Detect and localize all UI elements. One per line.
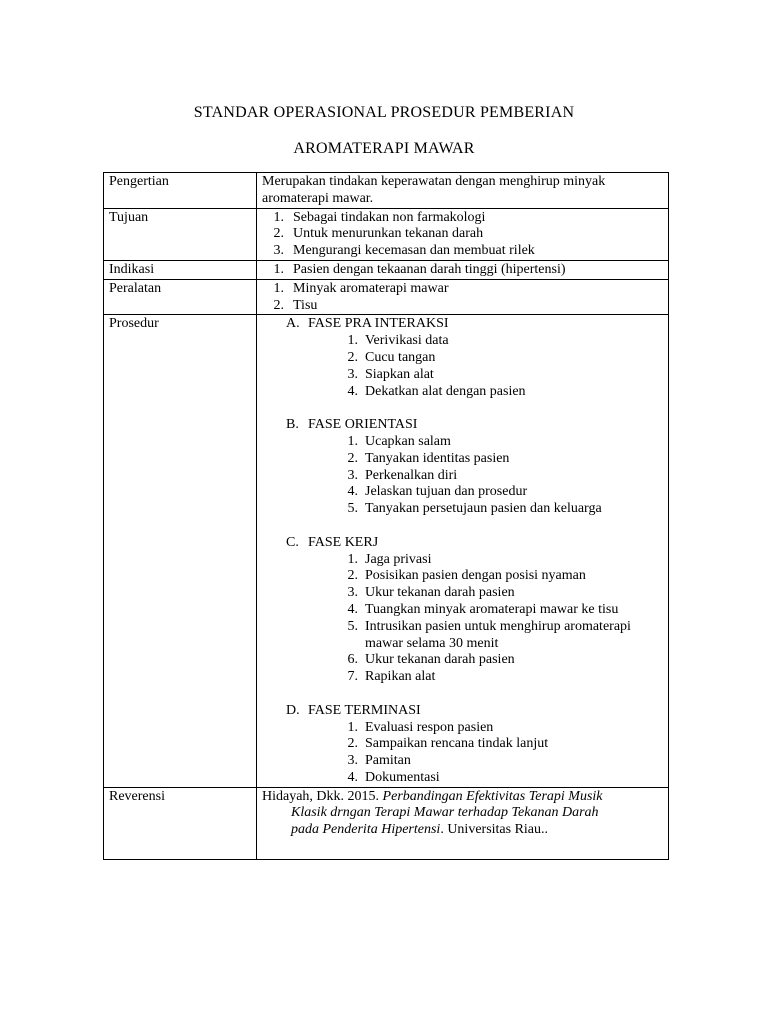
list-item: 7. Rapikan alat — [347, 669, 436, 685]
reference-line2: Klasik drngan Terapi Mawar terhadap Tekanan Darah — [291, 805, 599, 821]
row-tujuan — [104, 208, 669, 260]
list-item: 2. Sampaikan rencana tindak lanjut — [347, 736, 549, 752]
peralatan-list — [262, 281, 664, 315]
document-title-line2: AROMATERAPI MAWAR — [293, 140, 475, 157]
phase-heading: C. FASE KERJ — [286, 534, 379, 550]
phase-d — [286, 703, 664, 787]
row-pengertian — [104, 173, 669, 209]
list-item: 1. Evaluasi respon pasien — [347, 719, 494, 735]
list-item: 4. Dekatkan alat dengan pasien — [347, 383, 526, 399]
content-prosedur — [257, 315, 669, 787]
list-item: 4. Jelaskan tujuan dan prosedur — [347, 484, 528, 500]
label-prosedur: Prosedur — [104, 315, 257, 787]
phase-steps — [314, 720, 664, 787]
content-pengertian — [257, 173, 669, 209]
row-indikasi — [104, 260, 669, 279]
list-item: 3. Ukur tekanan darah pasien — [347, 585, 515, 601]
phase-heading: D. FASE TERMINASI — [286, 702, 421, 718]
list-item: 2. Cucu tangan — [347, 349, 436, 365]
list-item: 1. Minyak aromaterapi mawar — [273, 280, 449, 296]
label-tujuan: Tujuan — [104, 208, 257, 260]
phase-steps — [314, 333, 664, 400]
phase-heading: B. FASE ORIENTASI — [286, 417, 418, 433]
label-indikasi: Indikasi — [104, 260, 257, 279]
row-reverensi — [104, 787, 669, 859]
row-peralatan — [104, 279, 669, 315]
list-item: 1. Pasien dengan tekaanan darah tinggi (hipertensi) — [273, 261, 566, 277]
phase-steps — [314, 434, 664, 518]
content-peralatan — [257, 279, 669, 315]
reference-line3: pada Penderita Hipertensi. Universitas Riau.. — [291, 822, 549, 838]
list-item: 2. Tanyakan identitas pasien — [347, 450, 510, 466]
list-item: 4. Dokumentasi — [347, 769, 440, 785]
list-item: 2. Posisikan pasien dengan posisi nyaman — [347, 568, 586, 584]
phase-steps — [314, 552, 664, 686]
list-item: 5. Intrusikan pasien untuk menghirup aromaterapi mawar selama 30 menit — [347, 618, 631, 651]
label-peralatan: Peralatan — [104, 279, 257, 315]
label-pengertian: Pengertian — [104, 173, 257, 209]
tujuan-list — [262, 210, 664, 260]
list-item: 1. Ucapkan salam — [347, 433, 451, 449]
sop-table — [103, 172, 669, 860]
list-item: 3. Perkenalkan diri — [347, 467, 458, 483]
list-item: 2. Untuk menurunkan tekanan darah — [273, 226, 484, 242]
phase-b — [286, 417, 664, 518]
list-item: 3. Pamitan — [347, 753, 411, 769]
phase-heading: A. FASE PRA INTERAKSI — [286, 316, 449, 332]
indikasi-list — [262, 262, 664, 279]
list-item: 1. Jaga privasi — [347, 551, 432, 567]
pengertian-text-line2: aromaterapi mawar. — [262, 190, 374, 206]
pengertian-text-line1: Merupakan tindakan keperawatan dengan menghirup minyak — [262, 174, 606, 189]
list-item: 4. Tuangkan minyak aromaterapi mawar ke tisu — [347, 601, 619, 617]
list-item: 3. Siapkan alat — [347, 366, 434, 382]
list-item: 6. Ukur tekanan darah pasien — [347, 652, 515, 668]
list-item: 1. Verivikasi data — [347, 333, 449, 349]
content-indikasi — [257, 260, 669, 279]
phase-c — [286, 535, 664, 686]
content-reverensi — [257, 787, 669, 859]
list-item: 3. Mengurangi kecemasan dan membuat rilek — [273, 243, 535, 259]
list-item: 1. Sebagai tindakan non farmakologi — [273, 209, 486, 225]
list-item: 2. Tisu — [273, 297, 318, 313]
row-prosedur — [104, 315, 669, 787]
label-reverensi: Reverensi — [104, 787, 257, 859]
list-item: 5. Tanyakan persetujaun pasien dan keluarga — [347, 501, 602, 517]
reference-line1: Hidayah, Dkk. 2015. Perbandingan Efektivitas Terapi Musik — [262, 788, 603, 804]
content-tujuan — [257, 208, 669, 260]
phase-a — [286, 316, 664, 400]
document-title-line1: STANDAR OPERASIONAL PROSEDUR PEMBERIAN — [193, 104, 575, 121]
